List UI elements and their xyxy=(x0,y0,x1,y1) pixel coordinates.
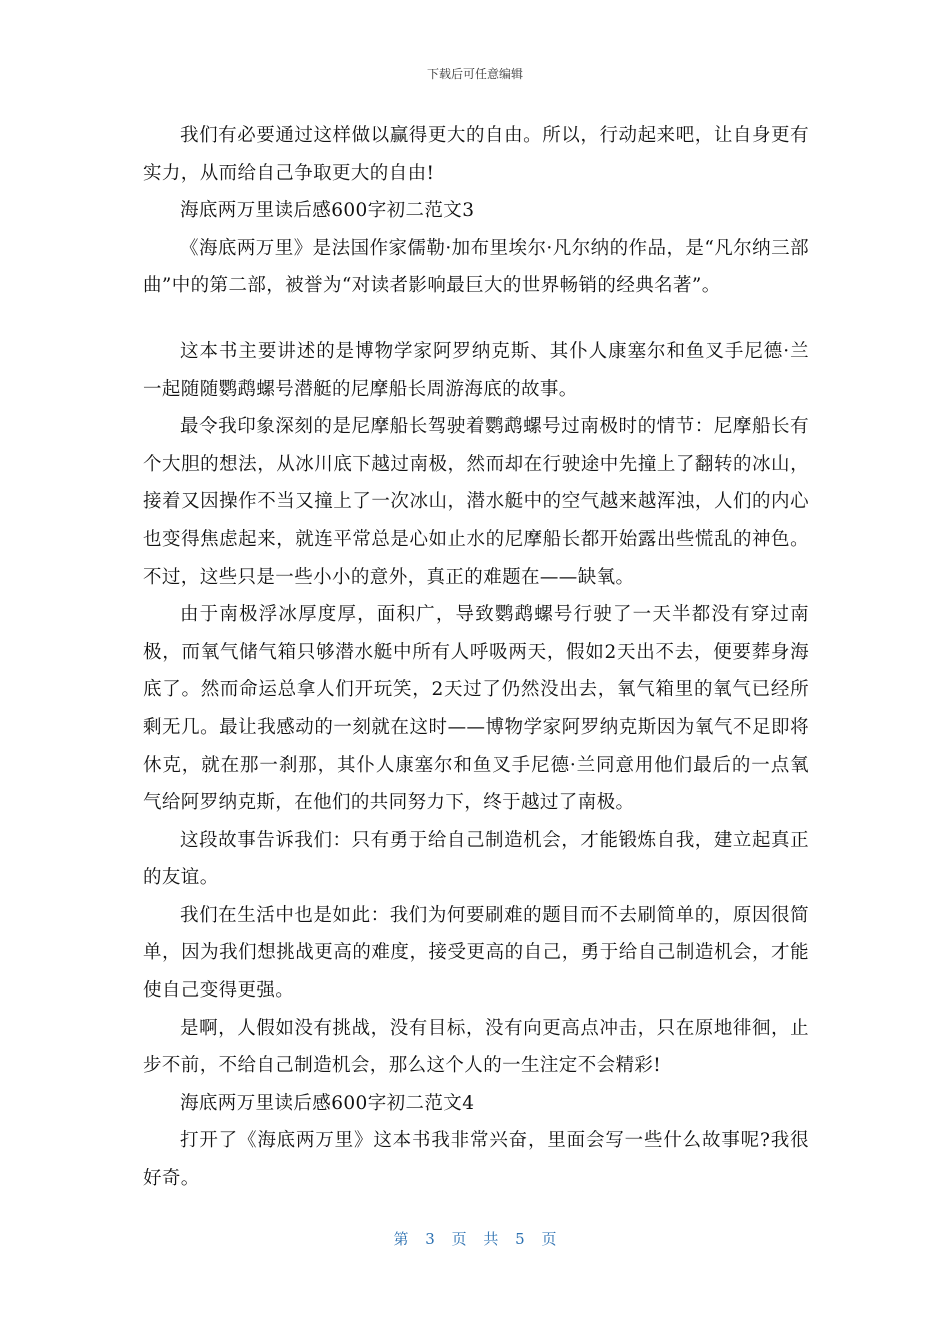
paragraph: 最令我印象深刻的是尼摩船长驾驶着鹦鹉螺号过南极时的情节：尼摩船长有个大胆的想法，从冰川底下越过南极，然而却在行驶途中先撞上了翻转的冰山，接着又因操作不当又撞上了一次冰山，潜水艇中的空气越来越浑浊，人们的内心也变得焦虑起来，就连平常总是心如止水的尼摩船长都开始露出些慌乱的神色。不过，这些只是一些小小的意外，真正的难题在——缺氧。 xyxy=(143,416,809,588)
page-header: 下载后可任意编辑 xyxy=(426,67,523,81)
page-number-footer: 第 3 页 共 5 页 xyxy=(393,1230,557,1248)
section-heading: 海底两万里读后感600字初二范文3 xyxy=(180,200,475,222)
paragraph: 这本书主要讲述的是博物学家阿罗纳克斯、其仆人康塞尔和鱼叉手尼德·兰一起随随鹦鹉螺号潜艇的尼摩船长周游海底的故事。 xyxy=(143,340,809,400)
paragraph: 打开了《海底两万里》这本书我非常兴奋，里面会写一些什么故事呢?我很好奇。 xyxy=(143,1130,809,1190)
paragraph: 《海底两万里》是法国作家儒勒·加布里埃尔·凡尔纳的作品，是“凡尔纳三部曲”中的第二部，被誉为“对读者影响最巨大的世界畅销的经典名著”。 xyxy=(143,237,809,297)
paragraph: 我们有必要通过这样做以赢得更大的自由。所以，行动起来吧，让自身更有实力，从而给自己争取更大的自由! xyxy=(143,125,809,184)
document-body xyxy=(143,117,809,1198)
paragraph: 是啊，人假如没有挑战，没有目标，没有向更高点冲击，只在原地徘徊，止步不前，不给自己制造机会，那么这个人的一生注定不会精彩! xyxy=(143,1017,809,1077)
paragraph: 由于南极浮冰厚度厚，面积广，导致鹦鹉螺号行驶了一天半都没有穿过南极，而氧气储气箱只够潜水艇中所有人呼吸两天，假如2天出不去，便要葬身海底了。然而命运总拿人们开玩笑，2天过了仍然没出去，氧气箱里的氧气已经所剩无几。最让我感动的一刻就在这时——博物学家阿罗纳克斯因为氧气不足即将休克，就在那一刹那，其仆人康塞尔和鱼叉手尼德·兰同意用他们最后的一点氧气给阿罗纳克斯，在他们的共同努力下，终于越过了南极。 xyxy=(143,604,809,814)
paragraph: 我们在生活中也是如此：我们为何要刷难的题目而不去刷简单的，原因很简单，因为我们想挑战更高的难度，接受更高的自己，勇于给自己制造机会，才能使自己变得更强。 xyxy=(143,904,809,1002)
paragraph: 这段故事告诉我们：只有勇于给自己制造机会，才能锻炼自我，建立起真正的友谊。 xyxy=(143,829,809,889)
section-heading: 海底两万里读后感600字初二范文4 xyxy=(180,1092,475,1114)
